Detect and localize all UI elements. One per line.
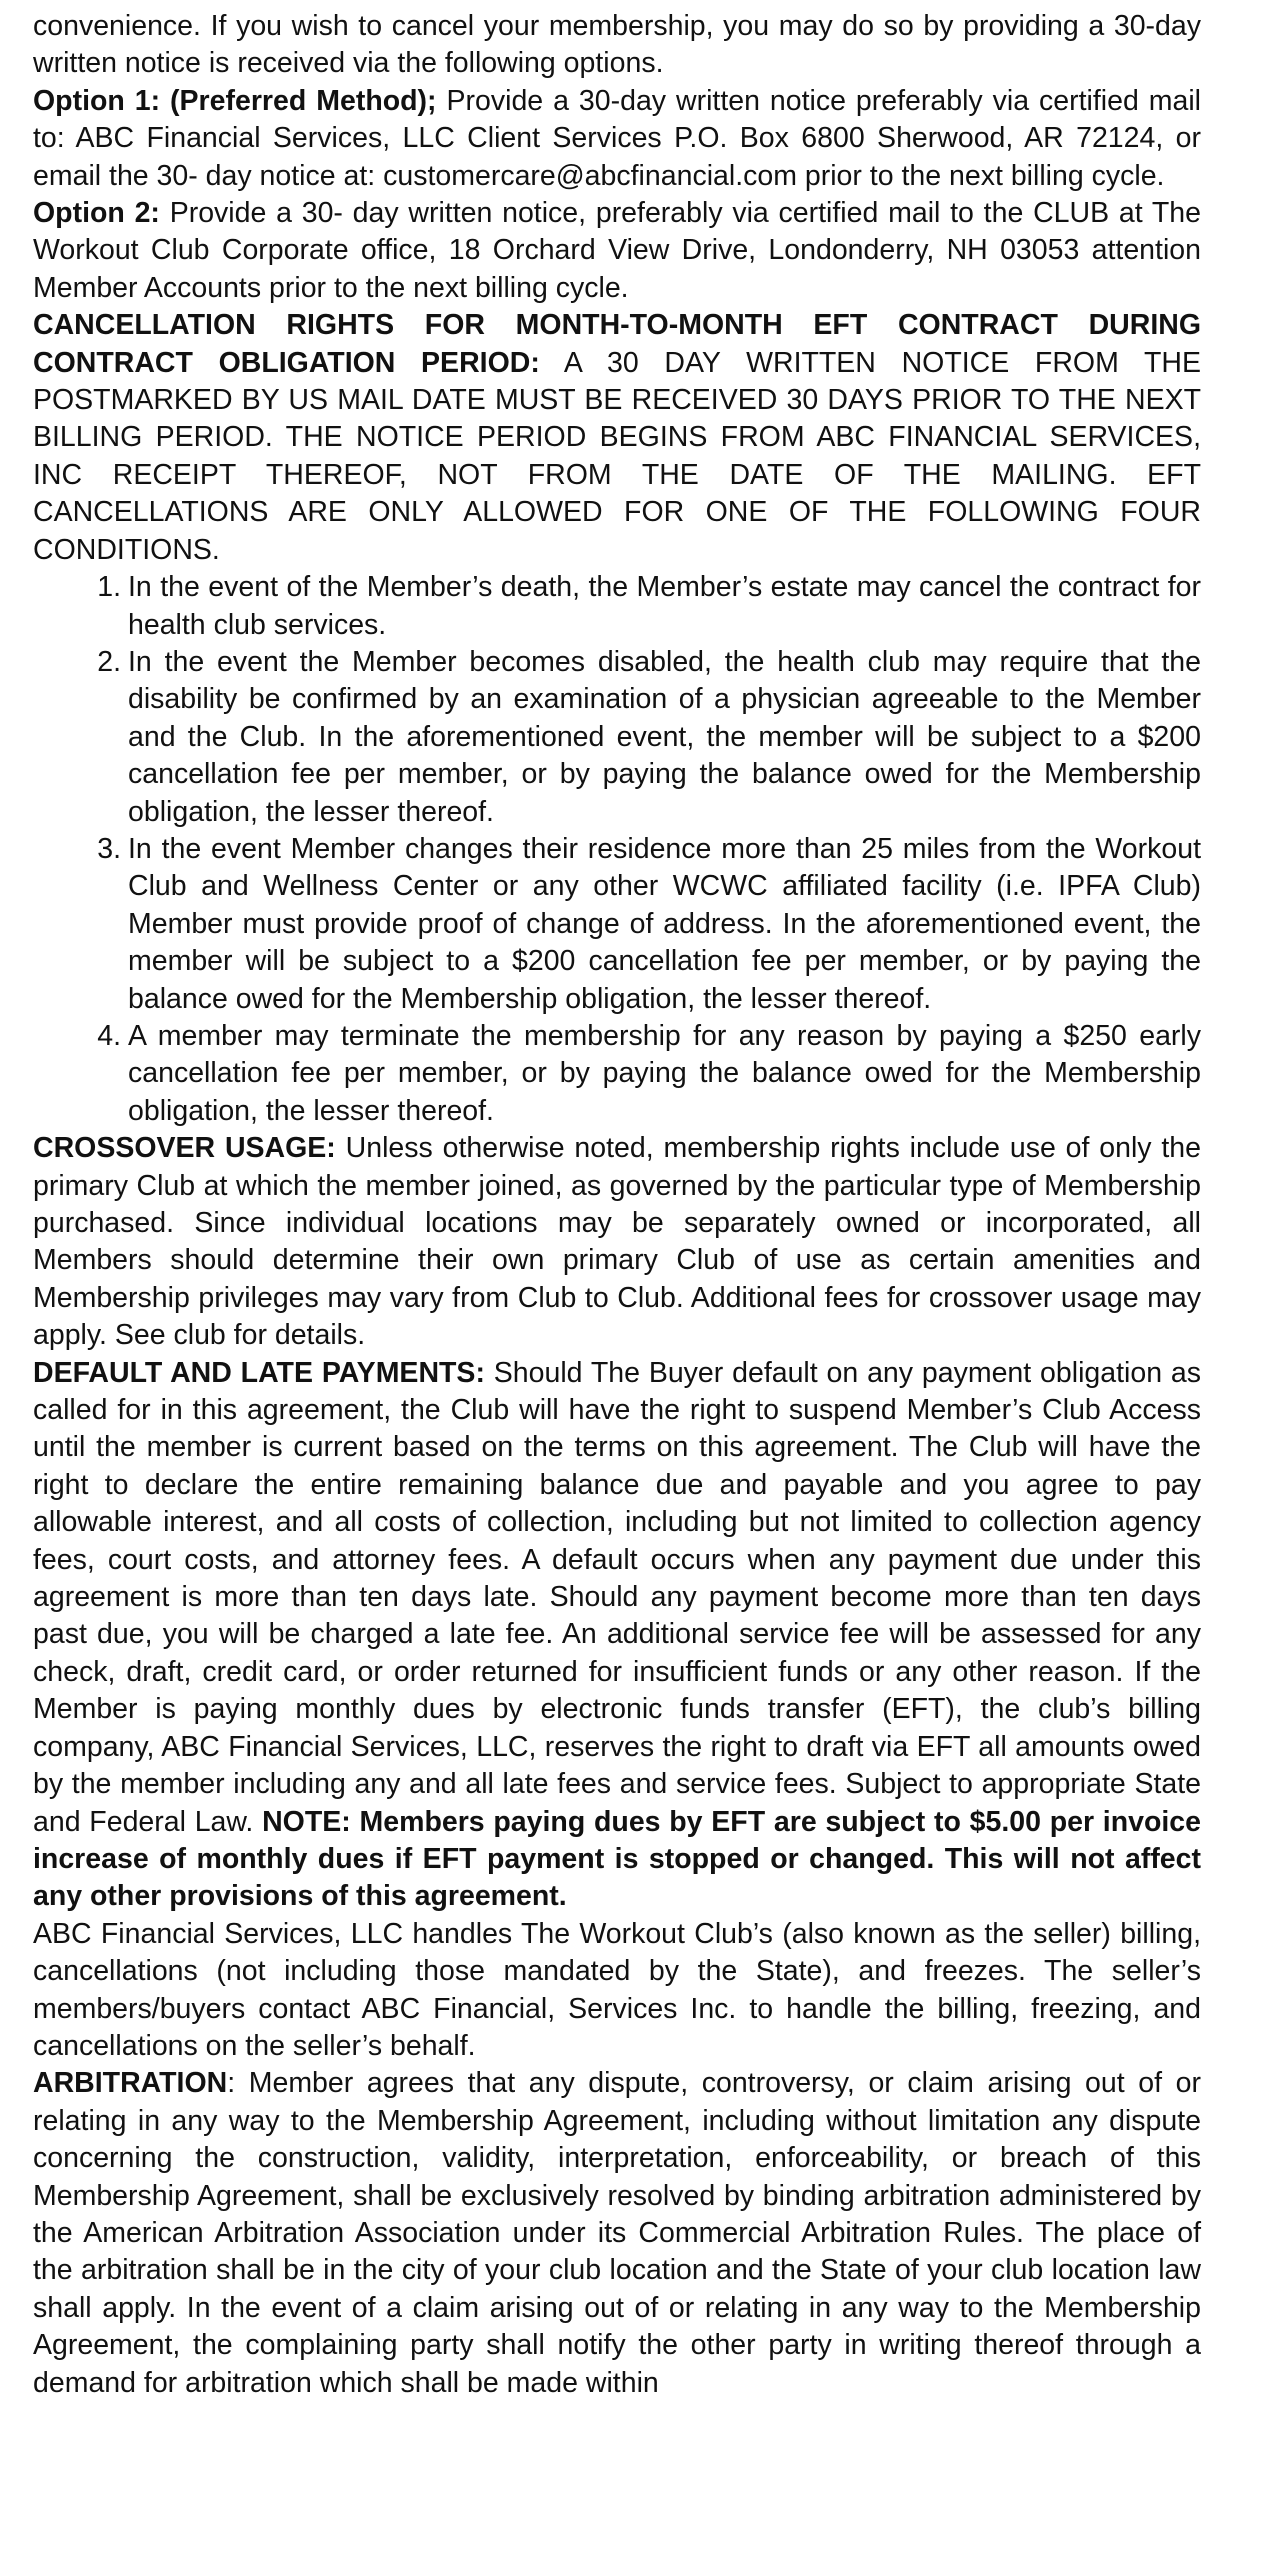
list-item (33, 1018, 1201, 1130)
list-item-text: A member may terminate the membership for any reason by paying a $250 early cancellation fee per member, or by paying the balance owed for the Membership obligation, the lesser thereof. (128, 1019, 1201, 1127)
list-item-text: In the event the Member becomes disabled, the health club may require that the disability be confirmed by an examination of a physician agreeable to the Member and the Club. In the aforementioned event, the member will be subject to a $200 cancellation fee per member, or by paying the balance owed for the Membership obligation, the lesser thereof. (128, 645, 1201, 828)
crossover-text: Unless otherwise noted, membership rights include use of only the primary Club at which the member joined, as governed by the particular type of Membership purchased. Since individual locations may be separately owned or incorporated, all Members should determine their own primary Club of use as certain amenities and Membership privileges may vary from Club to Club. Additional fees for crossover usage may apply. See club for details. (33, 1132, 1201, 1352)
list-item-text: In the event Member changes their residence more than 25 miles from the Workout Club and Wellness Center or any other WCWC affiliated facility (i.e. IPFA Club) Member must provide proof of change of address. In the aforementioned event, the member will be subject to a $200 cancellation fee per member, or by paying the balance owed for the Membership obligation, the lesser thereof. (128, 832, 1201, 1015)
crossover-heading: CROSSOVER USAGE: (33, 1132, 336, 1165)
list-item (33, 644, 1201, 831)
list-item-number: 4. (97, 1019, 121, 1052)
intro-paragraph: convenience. If you wish to cancel your membership, you may do so by providing a 30-day written notice is received via the following options. (33, 10, 1201, 80)
eft-note: NOTE: Members paying dues by EFT are subject to $5.00 per invoice increase of monthly dues if EFT payment is stopped or changed. This will not affect any other provisions of this agreement. (33, 1805, 1202, 1913)
option1-paragraph (33, 83, 1201, 195)
default-heading: DEFAULT AND LATE PAYMENTS: (33, 1356, 485, 1389)
arbitration-text: : Member agrees that any dispute, controversy, or claim arising out of or relating in any way to the Membership Agreement, including without limitation any dispute concerning the construction, validity, interpretation, enforceability, or breach of this Membership Agreement, shall be exclusively resolved by binding arbitration administered by the American Arbitration Association under its Commercial Arbitration Rules. The place of the arbitration shall be in the city of your club location and the State of your club location law shall apply. In the event of a claim arising out of or relating in any way to the Membership Agreement, the complaining party shall notify the other party in writing thereof through a demand for arbitration which shall be made within (33, 2067, 1201, 2399)
crossover-paragraph (33, 1130, 1201, 1354)
default-paragraph (33, 1355, 1201, 1916)
cancellation-heading: CANCELLATION RIGHTS FOR MONTH-TO-MONTH EFT CONTRACT DURING CONTRACT OBLIGATION PERIOD: (33, 309, 1201, 379)
list-item-text: In the event of the Member’s death, the Member’s estate may cancel the contract for health club services. (128, 571, 1201, 641)
list-item-number: 3. (97, 832, 121, 865)
option2-paragraph (33, 195, 1201, 307)
option1-text: Provide a 30-day written notice preferably via certified mail to: ABC Financial Services, LLC Client Services P.O. Box 6800 Sherwood, AR 72124, or email the 30- day notice at: customercare@abcfinancial.com prior to the next billing cycle. (33, 84, 1202, 192)
option2-label: Option 2: (33, 197, 160, 230)
option1-label: Option 1: (Preferred Method); (33, 84, 437, 117)
option2-text: Provide a 30- day written notice, preferably via certified mail to the CLUB at The Workout Club Corporate office, 18 Orchard View Drive, Londonderry, NH 03053 attention Member Accounts prior to the next billing cycle. (33, 197, 1201, 304)
arbitration-paragraph (33, 2065, 1201, 2402)
list-item (33, 569, 1201, 644)
list-item (33, 831, 1201, 1018)
cancellation-conditions-list (33, 569, 1201, 1130)
arbitration-heading: ARBITRATION (33, 2067, 228, 2100)
list-item-number: 1. (97, 571, 121, 604)
abc-paragraph: ABC Financial Services, LLC handles The Workout Club’s (also known as the seller) billing, cancellations (not including those mandated by the State), and freezes. The seller’s members/buyers contact ABC Financial, Services Inc. to handle the billing, freezing, and cancellations on the seller’s behalf. (33, 1917, 1201, 2062)
cancellation-text: A 30 DAY WRITTEN NOTICE FROM THE POSTMARKED BY US MAIL DATE MUST BE RECEIVED 30 DAYS PRIOR TO THE NEXT BILLING PERIOD. THE NOTICE PERIOD BEGINS FROM ABC FINANCIAL SERVICES, INC RECEIPT THEREOF, NOT FROM THE DATE OF THE MAILING. EFT CANCELLATIONS ARE ONLY ALLOWED FOR ONE OF THE FOLLOWING FOUR CONDITIONS. (33, 346, 1201, 566)
list-item-number: 2. (97, 645, 121, 678)
cancellation-paragraph (33, 307, 1201, 569)
default-text: Should The Buyer default on any payment obligation as called for in this agreement, the Club will have the right to suspend Member’s Club Access until the member is current based on the terms on this agreement. The Club will have the right to declare the entire remaining balance due and payable and you agree to pay allowable interest, and all costs of collection, including but not limited to collection agency fees, court costs, and attorney fees. A default occurs when any payment due under this agreement is more than ten days late. Should any payment become more than ten days past due, you will be charged a late fee. An additional service fee will be assessed for any check, draft, credit card, or order returned for insufficient funds or any other reason. If the Member is paying monthly dues by electronic funds transfer (EFT), the club’s billing company, ABC Financial Services, LLC, reserves the right to draft via EFT all amounts owed by the member including any and all late fees and service fees. Subject to appropriate State and Federal Law. (33, 1356, 1202, 1838)
